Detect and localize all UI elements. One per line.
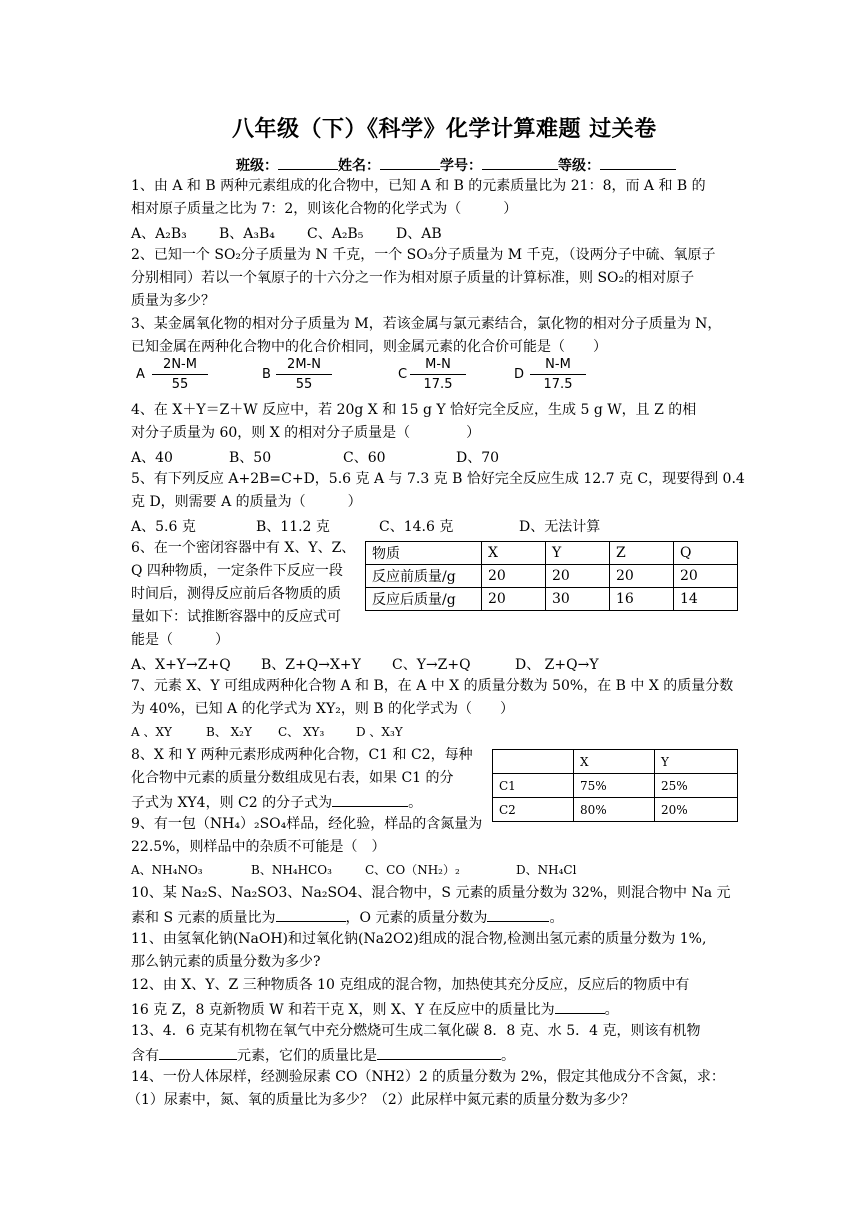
q7-option-b: B、 X₂Y bbox=[206, 725, 252, 739]
q5-line2: 克 D，则需要 A 的质量为（ ） bbox=[131, 494, 362, 510]
class-label: 班级： bbox=[236, 158, 278, 174]
table-cell: C1 bbox=[493, 774, 574, 798]
q8-line1: 8、X 和 Y 两种元素形成两种化合物，C1 和 C2，每种 bbox=[131, 747, 473, 763]
grade-label: 等级： bbox=[558, 158, 600, 174]
table-cell: 75% bbox=[574, 774, 655, 798]
q7-option-d: D 、X₃Y bbox=[356, 725, 403, 739]
q3-option-c-label: C bbox=[398, 367, 408, 382]
name-blank[interactable] bbox=[380, 155, 440, 170]
q7-option-c: C、 XY₃ bbox=[278, 725, 325, 739]
q5-option-c: C、14.6 克 bbox=[379, 519, 454, 535]
q3-option-b-numerator: 2M-N bbox=[287, 357, 321, 372]
q4-option-a: A、40 bbox=[131, 450, 173, 466]
q9-line1: 9、有一包（NH₄）₂SO₄样品，经化验，样品的含氮量为 bbox=[131, 816, 483, 832]
table-cell: 80% bbox=[574, 798, 655, 822]
table-cell: 反应前质量/g bbox=[366, 565, 482, 588]
q1-option-a: A、A₂B₃ bbox=[131, 226, 187, 242]
q9-option-c: C、CO（NH₂）₂ bbox=[365, 863, 460, 877]
table-cell: Z bbox=[610, 542, 674, 565]
q8-line3-end: 。 bbox=[408, 795, 423, 811]
q13-elements-blank[interactable] bbox=[159, 1045, 237, 1060]
q13-line2-text-b: 元素，它们的质量比是 bbox=[237, 1048, 377, 1064]
q4-line2: 对分子质量为 60，则 X 的相对分子质量是（ ） bbox=[131, 425, 481, 441]
table-cell: 20 bbox=[482, 565, 546, 588]
q10-line2-text-a: 素和 S 元素的质量比为 bbox=[131, 910, 276, 926]
q3-option-a-label: A bbox=[136, 367, 145, 382]
table-cell: 30 bbox=[546, 588, 610, 611]
table-cell: X bbox=[482, 542, 546, 565]
table-cell: 25% bbox=[655, 774, 738, 798]
q10-mass-ratio-blank[interactable] bbox=[276, 907, 346, 922]
q9-option-a: A、NH₄NO₃ bbox=[131, 863, 203, 877]
q3-option-d-label: D bbox=[514, 367, 525, 382]
q8-line3 bbox=[131, 792, 422, 812]
q2-line1: 2、已知一个 SO₂分子质量为 N 千克，一个 SO₃分子质量为 M 千克，（设两分子中硫、氧原子 bbox=[131, 247, 716, 263]
table-cell: 20 bbox=[674, 565, 738, 588]
q14-line1: 14、一份人体尿样，经测验尿素 CO（NH2）2 的质量分数为 2%，假定其他成分不含氮，求： bbox=[131, 1069, 725, 1085]
table-cell: 14 bbox=[674, 588, 738, 611]
class-blank[interactable] bbox=[278, 155, 338, 170]
table-row bbox=[366, 588, 738, 611]
q4-line1: 4、在 X＋Y＝Z＋W 反应中，若 20g X 和 15 g Y 恰好完全反应，生成 5 g W，且 Z 的相 bbox=[131, 402, 697, 418]
q9-option-b: B、NH₄HCO₃ bbox=[251, 863, 332, 877]
table-header-row bbox=[493, 750, 738, 774]
q10-oxygen-fraction-blank[interactable] bbox=[487, 907, 549, 922]
q1-option-b: B、A₃B₄ bbox=[219, 226, 275, 242]
q8-composition-table bbox=[492, 749, 738, 822]
q1-option-d: D、AB bbox=[396, 226, 442, 242]
q14-line2: （1）尿素中，氮、氧的质量比为多少？（2）此尿样中氮元素的质量分数为多少？ bbox=[127, 1092, 635, 1108]
table-cell: 20 bbox=[610, 565, 674, 588]
q3-option-c-denominator: 17.5 bbox=[423, 377, 453, 392]
q6-option-c: C、Y→Z+Q bbox=[392, 657, 471, 673]
q6-line2: Q 四种物质，一定条件下反应一段 bbox=[131, 563, 343, 579]
fraction-bar bbox=[276, 374, 332, 375]
table-cell: 20 bbox=[482, 588, 546, 611]
q12-line2 bbox=[131, 999, 619, 1019]
q12-line2-text-a: 16 克 Z，8 克新物质 W 和若干克 X，则 X、Y 在反应中的质量比为 bbox=[131, 1002, 555, 1018]
q3-option-a-denominator: 55 bbox=[171, 377, 189, 392]
table-row bbox=[493, 774, 738, 798]
q1-line2: 相对原子质量之比为 7：2，则该化合物的化学式为（ ） bbox=[131, 201, 518, 217]
q13-line2-text-a: 含有 bbox=[131, 1048, 159, 1064]
q9-option-d: D、NH₄Cl bbox=[516, 863, 577, 877]
table-cell: Y bbox=[546, 542, 610, 565]
q6-line3: 时间后，测得反应前后各物质的质 bbox=[131, 586, 341, 602]
q1-line1: 1、由 A 和 B 两种元素组成的化合物中，已知 A 和 B 的元素质量比为 21：8，而 A 和 B 的 bbox=[131, 178, 706, 194]
q1-option-c: C、A₂B₅ bbox=[307, 226, 364, 242]
q3-line2: 已知金属在两种化合物中的化合价相同，则金属元素的化合价可能是（ ） bbox=[131, 339, 607, 355]
q12-answer-blank[interactable] bbox=[555, 999, 605, 1014]
table-cell: 反应后质量/g bbox=[366, 588, 482, 611]
q6-line4: 量如下：试推断容器中的反应式可 bbox=[131, 609, 341, 625]
q13-line1: 13、4．6 克某有机物在氧气中充分燃烧可生成二氧化碳 8．8 克、水 5．4 克，则该有机物 bbox=[131, 1023, 701, 1039]
q5-line1: 5、有下列反应 A+2B=C+D，5.6 克 A 与 7.3 克 B 恰好完全反应生成 12.7 克 C，现要得到 0.4 bbox=[131, 471, 745, 487]
q6-mass-table bbox=[365, 541, 738, 611]
q3-option-d-denominator: 17.5 bbox=[543, 377, 573, 392]
q3-line1: 3、某金属氧化物的相对分子质量为 M，若该金属与氯元素结合，氯化物的相对分子质量为 N， bbox=[131, 316, 722, 332]
table-cell: 20% bbox=[655, 798, 738, 822]
q7-option-a: A 、XY bbox=[131, 725, 172, 739]
q13-line2 bbox=[131, 1045, 515, 1065]
fraction-bar bbox=[410, 374, 466, 375]
q3-option-d-numerator: N-M bbox=[545, 357, 571, 372]
q2-line2: 分别相同）若以一个氧原子的十六分之一作为相对原子质量的计算标准，则 SO₂的相对原子 bbox=[131, 270, 695, 286]
q7-line2: 为 40%，已知 A 的化学式为 XY₂，则 B 的化学式为（ ） bbox=[131, 701, 515, 717]
q3-option-a-numerator: 2N-M bbox=[163, 357, 197, 372]
table-cell: 物质 bbox=[366, 542, 482, 565]
q6-option-a: A、X+Y→Z+Q bbox=[131, 657, 231, 673]
q2-line3: 质量为多少？ bbox=[131, 293, 215, 309]
table-cell: Y bbox=[655, 750, 738, 774]
table-cell: 20 bbox=[546, 565, 610, 588]
table-row bbox=[493, 798, 738, 822]
table-cell: Q bbox=[674, 542, 738, 565]
number-blank[interactable] bbox=[482, 155, 558, 170]
table-cell: C2 bbox=[493, 798, 574, 822]
q4-option-c: C、60 bbox=[343, 450, 386, 466]
q8-answer-blank[interactable] bbox=[332, 792, 408, 807]
number-label: 学号： bbox=[440, 158, 482, 174]
q4-option-b: B、50 bbox=[229, 450, 272, 466]
q9-line2: 22.5%，则样品中的杂质不可能是（ ） bbox=[131, 839, 386, 855]
q10-line1: 10、某 Na₂S、Na₂SO3、Na₂SO4、混合物中，S 元素的质量分数为 32%，则混合物中 Na 元 bbox=[131, 885, 731, 901]
fraction-bar bbox=[530, 374, 586, 375]
q3-option-b-label: B bbox=[262, 367, 271, 382]
q4-option-d: D、70 bbox=[456, 450, 500, 466]
q7-line1: 7、元素 X、Y 可组成两种化合物 A 和 B，在 A 中 X 的质量分数为 50%，在 B 中 X 的质量分数 bbox=[131, 678, 734, 694]
q10-line2-text-b: ，O 元素的质量分数为 bbox=[345, 910, 488, 926]
q11-line1: 11、由氢氧化钠(NaOH)和过氧化钠(Na2O2)组成的混合物,检测出氢元素的质量分数为 1%, bbox=[131, 931, 707, 947]
table-cell: 16 bbox=[610, 588, 674, 611]
table-row bbox=[366, 565, 738, 588]
q13-ratio-blank[interactable] bbox=[377, 1045, 501, 1060]
q6-line1: 6、在一个密闭容器中有 X、Y、Z、 bbox=[131, 540, 356, 556]
q3-option-b-denominator: 55 bbox=[295, 377, 313, 392]
q10-line2 bbox=[131, 907, 563, 927]
page-title: 八年级（下）《科学》化学计算难题 过关卷 bbox=[232, 117, 657, 142]
q8-line3-text: 子式为 XY4，则 C2 的分子式为 bbox=[131, 795, 333, 811]
q6-option-d: D、 Z+Q→Y bbox=[515, 657, 599, 673]
q3-option-c-numerator: M-N bbox=[425, 357, 451, 372]
q10-line2-text-c: 。 bbox=[549, 910, 564, 926]
fraction-bar bbox=[152, 374, 208, 375]
q5-option-a: A、5.6 克 bbox=[131, 519, 196, 535]
q6-option-b: B、Z+Q→X+Y bbox=[261, 657, 361, 673]
q5-option-d: D、无法计算 bbox=[519, 519, 601, 535]
table-cell bbox=[493, 750, 574, 774]
table-header-row bbox=[366, 542, 738, 565]
q12-line1: 12、由 X、Y、Z 三种物质各 10 克组成的混合物，加热使其充分反应，反应后的物质中有 bbox=[131, 977, 690, 993]
table-cell: X bbox=[574, 750, 655, 774]
name-label: 姓名： bbox=[338, 158, 380, 174]
q5-option-b: B、11.2 克 bbox=[256, 519, 330, 535]
grade-blank[interactable] bbox=[600, 155, 676, 170]
q6-line5: 能是（ ） bbox=[131, 632, 229, 648]
q11-line2: 那么钠元素的质量分数为多少? bbox=[131, 954, 321, 970]
q8-line2: 化合物中元素的质量分数组成见右表，如果 C1 的分 bbox=[131, 770, 454, 786]
q13-line2-text-c: 。 bbox=[501, 1048, 515, 1064]
q12-line2-text-b: 。 bbox=[604, 1002, 619, 1018]
student-info-line bbox=[236, 155, 676, 175]
